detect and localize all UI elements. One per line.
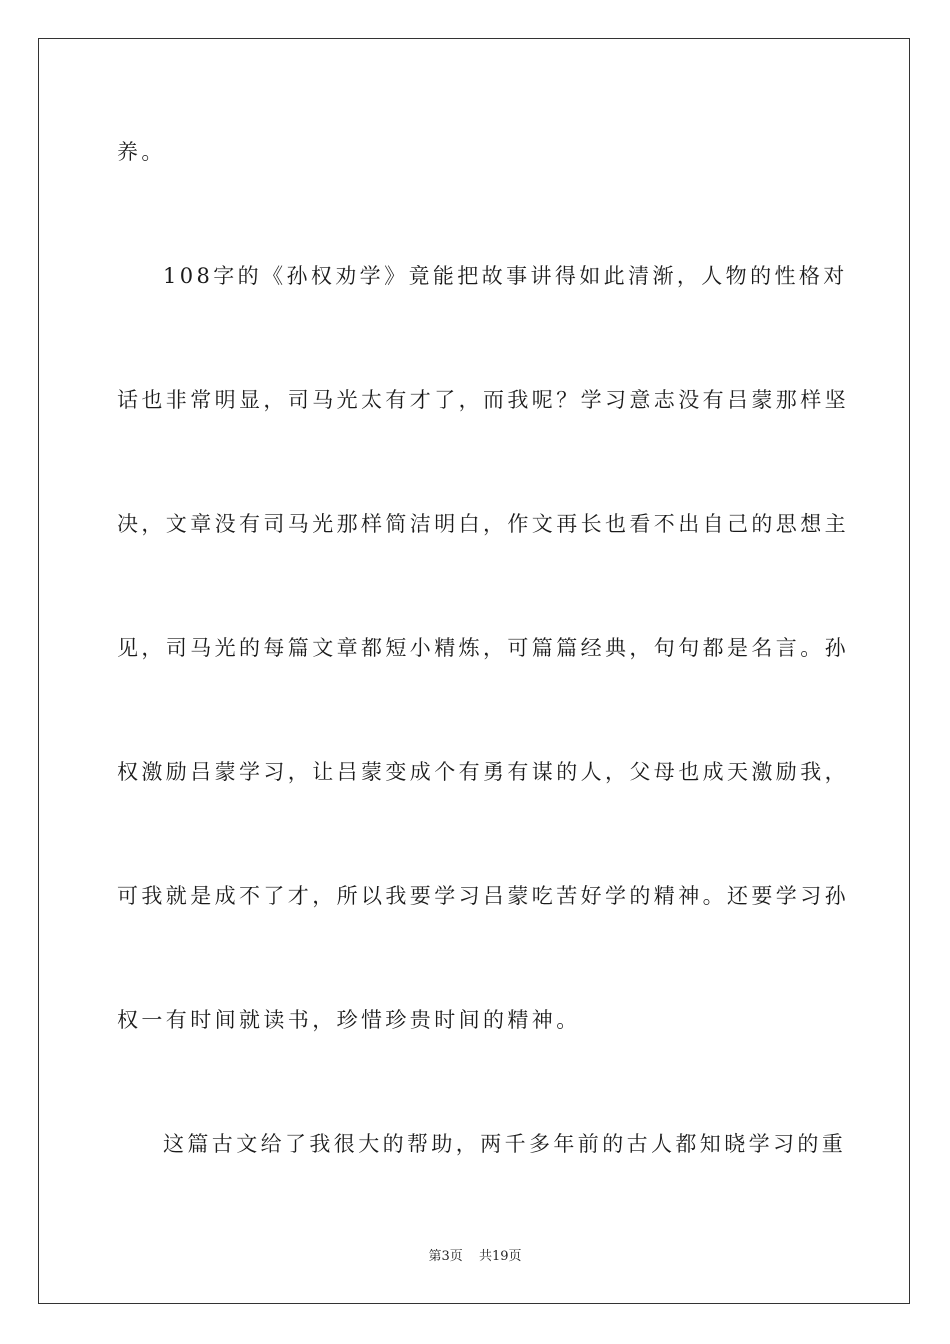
text-line: 见，司马光的每篇文章都短小精炼，可篇篇经典，句句都是名言。孙 [117, 636, 849, 660]
text-line: 养。 [117, 140, 166, 164]
text-line: 权激励吕蒙学习，让吕蒙变成个有勇有谋的人，父母也成天激励我， [117, 760, 849, 784]
text-line: 可我就是成不了才，所以我要学习吕蒙吃苦好学的精神。还要学习孙 [117, 884, 849, 908]
text-line: 决，文章没有司马光那样简洁明白，作文再长也看不出自己的思想主 [117, 512, 849, 536]
paragraph-start-line: 108字的《孙权劝学》竟能把故事讲得如此清渐，人物的性格对 [163, 264, 848, 288]
text-line: 话也非常明显，司马光太有才了，而我呢？学习意志没有吕蒙那样坚 [117, 388, 849, 412]
page-total: 共19页 [478, 1249, 522, 1264]
page-footer [0, 1249, 950, 1265]
paragraph-start-line: 这篇古文给了我很大的帮助，两千多年前的古人都知晓学习的重 [163, 1132, 847, 1156]
page-border [38, 38, 910, 1304]
text-line: 权一有时间就读书，珍惜珍贵时间的精神。 [117, 1008, 581, 1032]
page-number: 第3页 [428, 1249, 463, 1264]
